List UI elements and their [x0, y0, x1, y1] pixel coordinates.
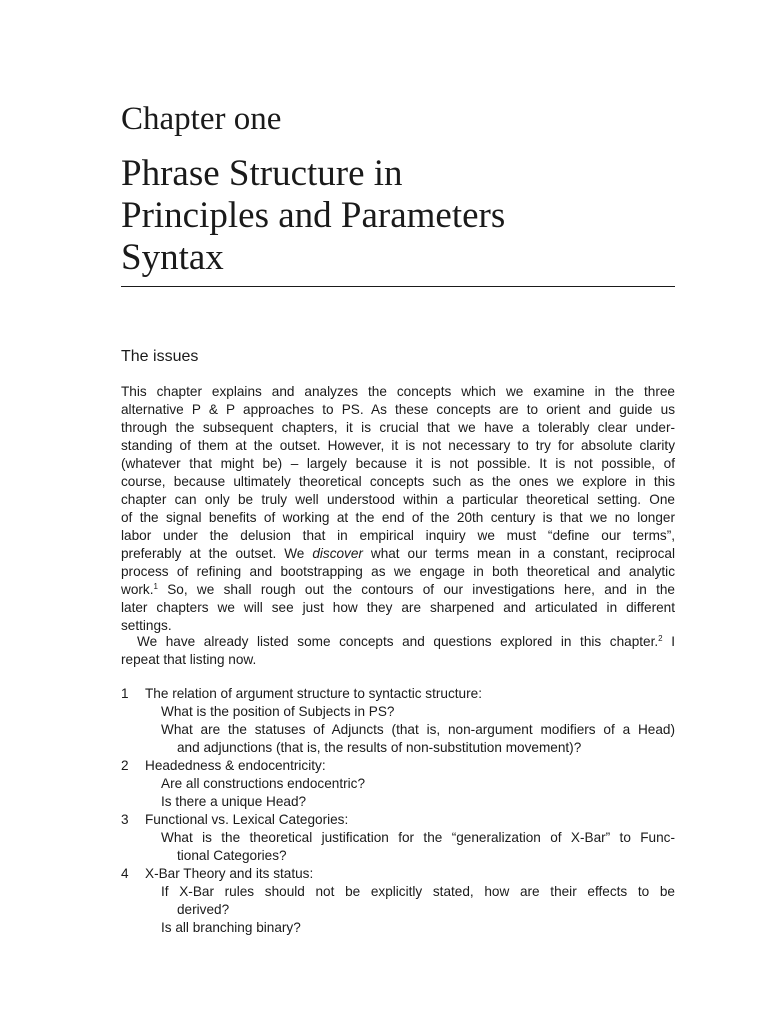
- list-question: [121, 847, 675, 865]
- footnote-marker: 2: [658, 634, 663, 643]
- question-text: What is the position of Subjects in PS?: [161, 704, 395, 719]
- text-line: [121, 581, 675, 599]
- question-text: derived?: [177, 902, 230, 917]
- text-line: of the signal benefits of working at the end of the 20th century is that we no longer: [121, 510, 675, 525]
- text-line: later chapters we will see just how they are sharpened and articulated in different: [121, 600, 675, 615]
- list-question: [121, 793, 675, 811]
- question-text: Is all branching binary?: [161, 920, 301, 935]
- text-line: chapter can only be truly well understood within a particular theoretical setting. One: [121, 492, 675, 507]
- text-fragment: We have already listed some concepts and questions explored in this chapter.: [137, 634, 659, 649]
- emphasis: discover: [312, 546, 363, 561]
- chapter-title-line: Syntax: [121, 237, 224, 278]
- list-item: [121, 865, 675, 883]
- text-line: labor under the delusion that in empirical inquiry we must “define our terms”,: [121, 528, 675, 543]
- question-text: Are all constructions endocentric?: [161, 776, 366, 791]
- chapter-title: [121, 153, 681, 279]
- chapter-title-line: Phrase Structure in: [121, 153, 403, 194]
- text-line: through the subsequent chapters, it is crucial that we have a tolerably clear under-: [121, 420, 675, 435]
- list-question: [121, 775, 675, 793]
- list-item: [121, 685, 675, 703]
- text-line: standing of them at the outset. However, it is not necessary to try for absolute clarity: [121, 438, 675, 453]
- question-text: What is the theoretical justification for the “generalization of X-Bar” to Func-: [161, 830, 675, 845]
- text-line: [121, 633, 675, 651]
- text-line: repeat that listing now.: [121, 652, 257, 667]
- list-item-heading: Headedness & endocentricity:: [145, 758, 326, 773]
- paragraph-2: [121, 633, 675, 669]
- text-fragment: preferably at the outset. We: [121, 546, 313, 561]
- list-item-number: 1: [121, 686, 129, 701]
- text-line: This chapter explains and analyzes the concepts which we examine in the three: [121, 384, 675, 399]
- text-fragment: work.: [121, 582, 154, 597]
- list-question: [121, 721, 675, 739]
- list-question: [121, 703, 675, 721]
- list-item-heading: X-Bar Theory and its status:: [145, 866, 314, 881]
- section-heading: The issues: [121, 348, 199, 365]
- list-question: [121, 901, 675, 919]
- list-question: [121, 883, 675, 901]
- list-item-heading: Functional vs. Lexical Categories:: [145, 812, 349, 827]
- list-item-number: 4: [121, 866, 129, 881]
- text-line: alternative P & P approaches to PS. As these concepts are to orient and guide us: [121, 402, 675, 417]
- text-line: course, because ultimately theoretical concepts such as the ones we explore in this: [121, 474, 675, 489]
- question-text: and adjunctions (that is, the results of non-substitution movement)?: [177, 740, 582, 755]
- paragraph-1: [121, 383, 675, 635]
- text-fragment: So, we shall rough out the contours of our investigations here, and in the: [157, 582, 675, 597]
- text-fragment: what our terms mean in a constant, reciprocal: [362, 546, 675, 561]
- list-question: [121, 739, 675, 757]
- text-line: process of refining and bootstrapping as we engage in both theoretical and analytic: [121, 564, 675, 579]
- chapter-title-line: Principles and Parameters: [121, 195, 506, 236]
- list-item: [121, 811, 675, 829]
- list-item-number: 3: [121, 812, 129, 827]
- chapter-label: Chapter one: [121, 101, 282, 137]
- title-rule: [121, 286, 675, 287]
- list-question: [121, 919, 675, 937]
- question-text: Is there a unique Head?: [161, 794, 307, 809]
- text-fragment: I: [662, 634, 675, 649]
- question-text: What are the statuses of Adjuncts (that is, non-argument modifiers of a Head): [161, 722, 675, 737]
- list-question: [121, 829, 675, 847]
- question-text: If X-Bar rules should not be explicitly stated, how are their effects to be: [161, 884, 675, 899]
- issues-list: [121, 685, 675, 937]
- list-item-number: 2: [121, 758, 129, 773]
- footnote-marker: 1: [153, 582, 158, 591]
- question-text: tional Categories?: [177, 848, 287, 863]
- list-item-heading: The relation of argument structure to syntactic structure:: [145, 686, 482, 701]
- text-line: settings.: [121, 618, 172, 633]
- text-line: [121, 545, 675, 563]
- text-line: (whatever that might be) – largely because it is not possible. It is not possible, of: [121, 456, 675, 471]
- list-item: [121, 757, 675, 775]
